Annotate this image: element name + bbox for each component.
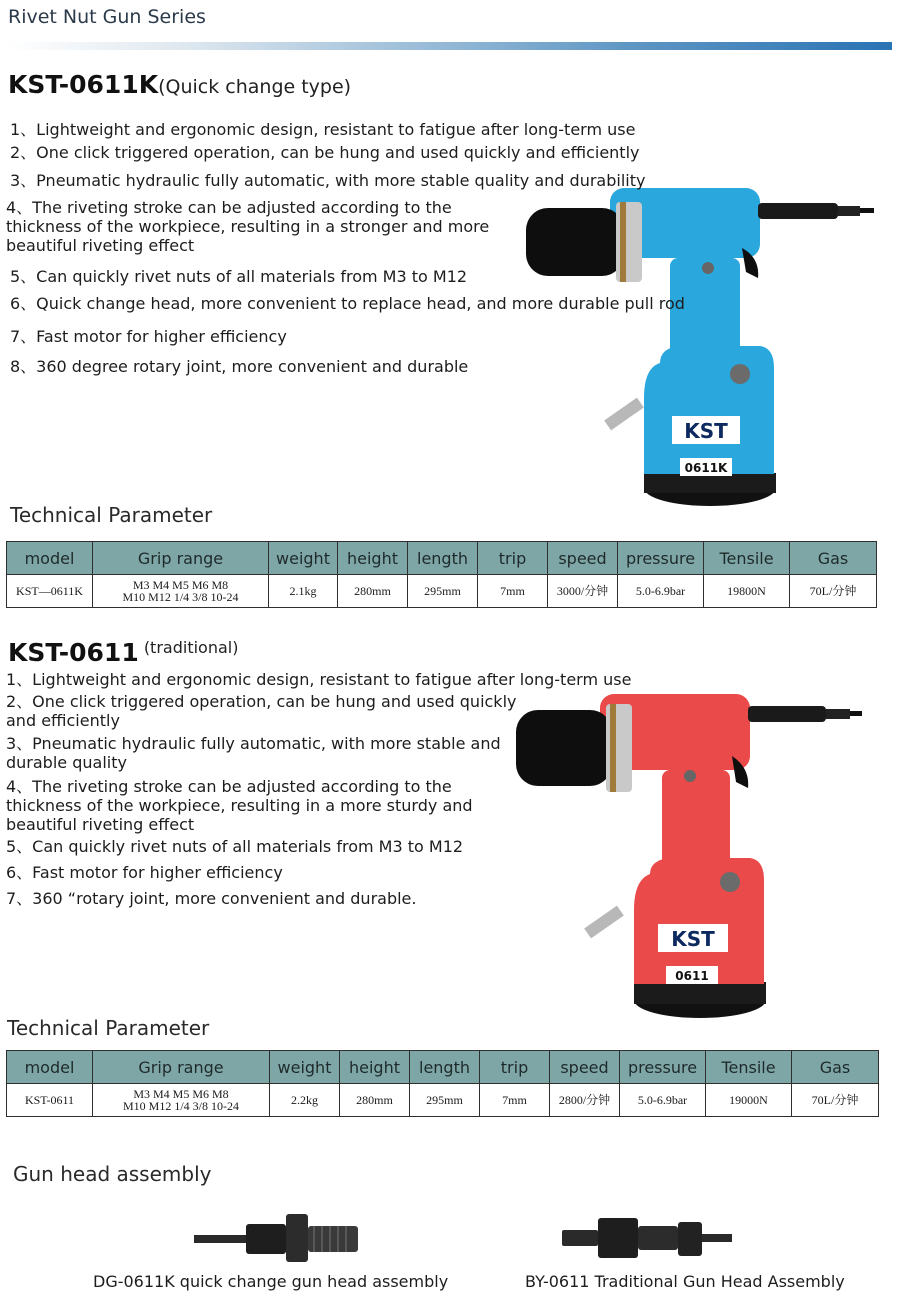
spec-value-height: 280mm [340,1084,410,1117]
spec-header-trip: trip [478,542,548,575]
spec-value-grip-range [93,1084,270,1117]
spec-value-weight: 2.1kg [269,575,338,608]
spec-value-model: KST-0611 [7,1084,93,1117]
spec-header-height: height [338,542,408,575]
product1-model: KST-0611K [8,70,159,99]
spec-value-model: KST—0611K [7,575,93,608]
spec-value-gas: 70L/分钟 [792,1084,879,1117]
assembly-caption-by-0611: BY-0611 Traditional Gun Head Assembly [525,1272,845,1291]
title-divider [6,42,892,50]
spec-value-pressure: 5.0-6.9bar [618,575,704,608]
spec-value-gas: 70L/分钟 [790,575,877,608]
by-0611-gun-head-image [558,1212,738,1264]
product1-subtitle: (Quick change type) [158,76,352,98]
product1-feature-2: 2、One click triggered operation, can be hung and used quickly and efficiently [10,143,640,162]
product1-feature-3: 3、Pneumatic hydraulic fully automatic, with more stable quality and durability [10,171,646,190]
spec-header-length: length [408,542,478,575]
spec-value-speed: 2800/分钟 [550,1084,620,1117]
product1-heading [8,70,351,99]
spec-value-tensile: 19800N [704,575,790,608]
assembly-title: Gun head assembly [13,1162,212,1186]
spec-header-grip-range: Grip range [93,1051,270,1084]
spec-header-tensile: Tensile [704,542,790,575]
rivet-gun-kst-0611-image [510,684,870,1028]
spec-value-grip-line1: M3 M4 M5 M6 M8 [132,578,229,592]
spec-header-gas: Gas [792,1051,879,1084]
product1-feature-5: 5、Can quickly rivet nuts of all materials from M3 to M12 [10,267,468,286]
product1-feature-4b: thickness of the workpiece, resulting in a stronger and more [6,217,490,236]
spec-value-grip-range [93,575,269,608]
spec-header-tensile: Tensile [706,1051,792,1084]
spec-value-trip: 7mm [480,1084,550,1117]
product2-image-brand: KST [671,927,715,951]
product2-feature-2b: and efficiently [6,711,120,730]
spec-header-grip-range: Grip range [93,542,269,575]
dg-0611k-gun-head-image [190,1210,370,1266]
spec-header-weight: weight [269,542,338,575]
spec-value-grip-line2: M10 M12 1/4 3/8 10-24 [122,590,239,604]
spec-header-model: model [7,542,93,575]
product1-feature-6: 6、Quick change head, more convenient to replace head, and more durable pull rod [10,294,685,313]
product2-feature-4c: beautiful riveting effect [6,815,195,834]
product2-feature-3a: 3、Pneumatic hydraulic fully automatic, with more stable and [6,734,501,753]
page-title: Rivet Nut Gun Series [8,6,206,28]
spec-value-length: 295mm [408,575,478,608]
assembly-caption-dg-0611k: DG-0611K quick change gun head assembly [93,1272,449,1291]
product1-spec-title: Technical Parameter [10,503,213,527]
spec-header-length: length [410,1051,480,1084]
rivet-gun-kst-0611k-image [520,168,880,520]
product2-feature-7: 7、360 “rotary joint, more convenient and durable. [6,889,417,908]
product1-spec-table [6,541,877,608]
spec-value-trip: 7mm [478,575,548,608]
spec-value-speed: 3000/分钟 [548,575,618,608]
product1-feature-7: 7、Fast motor for higher efficiency [10,327,287,346]
product2-model: KST-0611 [8,638,139,667]
spec-header-height: height [340,1051,410,1084]
product2-feature-5: 5、Can quickly rivet nuts of all materials from M3 to M12 [6,837,464,856]
product2-spec-title: Technical Parameter [7,1016,210,1040]
spec-value-pressure: 5.0-6.9bar [620,1084,706,1117]
spec-header-trip: trip [480,1051,550,1084]
product1-feature-8: 8、360 degree rotary joint, more convenient and durable [10,357,469,376]
spec-header-weight: weight [270,1051,340,1084]
spec-value-grip-line1: M3 M4 M5 M6 M8 [133,1087,229,1101]
product2-spec-header-row [7,1051,879,1084]
product2-feature-3b: durable quality [6,753,127,772]
product1-image-label: 0611K [684,461,728,475]
product1-feature-4c: beautiful riveting effect [6,236,195,255]
product2-feature-6: 6、Fast motor for higher efficiency [6,863,283,882]
product2-subtitle: (traditional) [143,638,239,657]
spec-header-pressure: pressure [618,542,704,575]
product1-feature-4a: 4、The riveting stroke can be adjusted according to the [6,198,452,217]
spec-header-speed: speed [550,1051,620,1084]
product1-feature-1: 1、Lightweight and ergonomic design, resistant to fatigue after long-term use [10,120,636,139]
spec-value-height: 280mm [338,575,408,608]
spec-header-pressure: pressure [620,1051,706,1084]
product2-heading [8,638,238,667]
spec-value-tensile: 19000N [706,1084,792,1117]
product2-spec-table [6,1050,879,1117]
spec-header-gas: Gas [790,542,877,575]
product1-image-brand: KST [684,419,728,443]
product1-spec-value-row [7,575,877,608]
spec-header-model: model [7,1051,93,1084]
spec-value-grip-line2: M10 M12 1/4 3/8 10-24 [122,1099,239,1113]
product2-image-label: 0611 [675,969,709,983]
spec-header-speed: speed [548,542,618,575]
product1-spec-header-row [7,542,877,575]
spec-value-weight: 2.2kg [270,1084,340,1117]
product2-feature-4b: thickness of the workpiece, resulting in a more sturdy and [6,796,473,815]
product2-feature-2a: 2、One click triggered operation, can be hung and used quickly [6,692,517,711]
product2-feature-4a: 4、The riveting stroke can be adjusted according to the [6,777,452,796]
spec-value-length: 295mm [410,1084,480,1117]
product2-spec-value-row [7,1084,879,1117]
product2-feature-1: 1、Lightweight and ergonomic design, resistant to fatigue after long-term use [6,670,632,689]
